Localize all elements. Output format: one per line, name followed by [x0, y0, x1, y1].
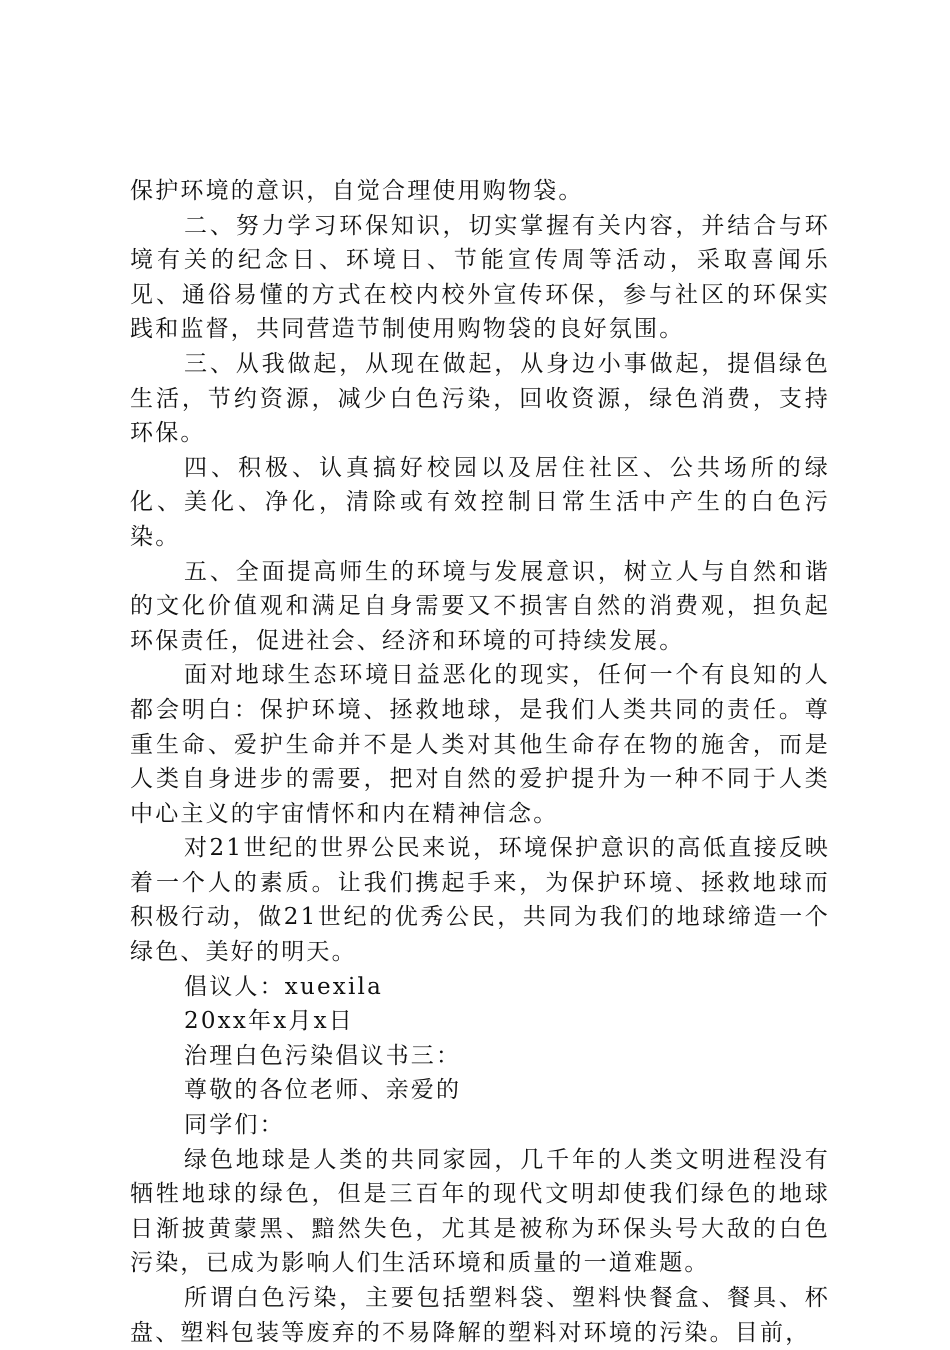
paragraph-earth-responsibility: 面对地球生态环境日益恶化的现实，任何一个有良知的人都会明白：保护环境、拯救地球，是我们人类共同的责任。尊重生命、爱护生命并不是人类对其他生命存在物的施舍，而是人类自身进步的需要，把对自然的爱护提升为一种不同于人类中心主义的宇宙情怀和内在精神信念。	[130, 662, 830, 827]
salutation-line-2: 同学们：	[184, 1112, 285, 1139]
paragraph-point-three: 三、从我做起，从现在做起，从身边小事做起，提倡绿色生活，节约资源，减少白色污染，回收资源，绿色消费，支持环保。	[130, 350, 830, 447]
date-line: 20xx年x月x日	[184, 1008, 354, 1035]
paragraph-white-pollution: 所谓白色污染，主要包括塑料袋、塑料快餐盒、餐具、杯盘、塑料包装等废弃的不易降解的塑料对环境的污染。目前，	[130, 1285, 830, 1346]
salutation-line-1: 尊敬的各位老师、亲爱的	[184, 1077, 462, 1104]
paragraph-point-two: 二、努力学习环保知识，切实掌握有关内容，并结合与环境有关的纪念日、环境日、节能宣传周等活动，采取喜闻乐见、通俗易懂的方式在校内校外宣传环保，参与社区的环保实践和监督，共同营造节制使用购物袋的良好氛围。	[130, 212, 830, 343]
paragraph-point-four: 四、积极、认真搞好校园以及居住社区、公共场所的绿化、美化、净化，清除或有效控制日常生活中产生的白色污染。	[130, 454, 830, 550]
paragraph-green-earth: 绿色地球是人类的共同家园，几千年的人类文明进程没有牺牲地球的绿色，但是三百年的现代文明却使我们绿色的地球日渐披黄蒙黑、黯然失色，尤其是被称为环保头号大敌的白色污染，已成为影响人们生活环境和质量的一道难题。	[130, 1146, 830, 1277]
paragraph-21st-century: 对21世纪的世界公民来说，环境保护意识的高低直接反映着一个人的素质。让我们携起手来，为保护环境、拯救地球而积极行动，做21世纪的优秀公民，共同为我们的地球缔造一个绿色、美好的明天。	[130, 835, 830, 966]
section-title: 治理白色污染倡议书三：	[184, 1042, 462, 1069]
paragraph-point-five: 五、全面提高师生的环境与发展意识，树立人与自然和谐的文化价值观和满足自身需要又不损害自然的消费观，担负起环保责任，促进社会、经济和环境的可持续发展。	[130, 558, 830, 654]
paragraph-continuation: 保护环境的意识，自觉合理使用购物袋。	[130, 178, 584, 204]
document-body	[130, 174, 830, 1350]
initiator-line: 倡议人：xuexila	[184, 973, 383, 1000]
